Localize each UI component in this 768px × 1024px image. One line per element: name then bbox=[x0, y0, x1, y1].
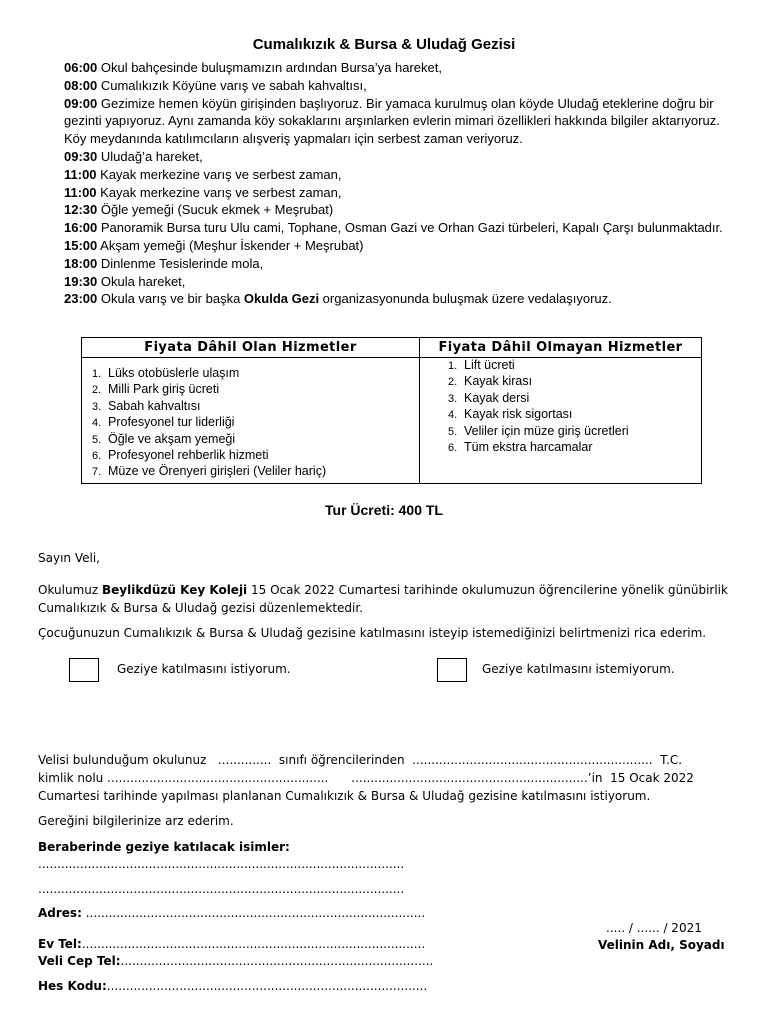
school-name: Beylikdüzü Key Koleji bbox=[101, 583, 248, 597]
cell-tel-field[interactable]: .................................................................................. bbox=[120, 954, 434, 968]
schedule-item bbox=[64, 273, 726, 291]
list-item: 6. Profesyonel rehberlik hizmeti bbox=[92, 448, 269, 463]
service-label: Öğle ve akşam yemeği bbox=[108, 431, 236, 446]
schedule-text: Akşam yemeği (Meşhur İskender + Meşrubat) bbox=[97, 237, 364, 253]
consent-closing: Gereğini bilgilerinize arz ederim. bbox=[38, 814, 234, 828]
service-label: Veliler için müze giriş ücretleri bbox=[464, 423, 629, 438]
salutation: Sayın Veli, bbox=[38, 551, 100, 565]
signature-label: Velinin Adı, Soyadı bbox=[598, 938, 725, 952]
companions-label: Beraberinde geziye katılacak isimler: bbox=[38, 840, 290, 854]
schedule-time: 19:30 bbox=[64, 273, 98, 289]
hes-code-row bbox=[38, 979, 427, 993]
participate-yes-label: Geziye katılmasını istiyorum. bbox=[117, 662, 291, 676]
schedule-item bbox=[64, 290, 726, 308]
letter-paragraph-1 bbox=[38, 583, 728, 597]
schedule-item bbox=[64, 166, 726, 184]
tour-price: Tur Ücreti: 400 TL bbox=[325, 502, 443, 518]
student-name-blank[interactable]: ............................................................... bbox=[412, 753, 653, 767]
letter-paragraph-2: Çocuğunuzun Cumalıkızık & Bursa & Uludağ gezisine katılmasını isteyip istemediğinizi belirtmenizi rica ederim. bbox=[38, 626, 707, 640]
schedule-time: 11:00 bbox=[64, 184, 97, 200]
included-services-list bbox=[82, 358, 419, 481]
schedule bbox=[64, 59, 726, 308]
schedule-text: Uludağ’a hareket, bbox=[97, 148, 203, 164]
schedule-time: 18:00 bbox=[64, 255, 98, 271]
service-label: Lüks otobüslerle ulaşım bbox=[108, 366, 240, 380]
address-label: Adres: bbox=[38, 906, 82, 920]
schedule-time: 09:00 bbox=[64, 95, 98, 111]
list-item: 5. Öğle ve akşam yemeği bbox=[92, 431, 236, 446]
letter-text: 15 Ocak 2022 Cumartesi tarihinde okulumuzun öğrencilerine yönelik günübirlik bbox=[247, 583, 728, 597]
list-item: 3. Sabah kahvaltısı bbox=[92, 398, 201, 413]
excluded-services-list bbox=[420, 358, 701, 456]
service-label: Profesyonel tur liderliği bbox=[108, 415, 235, 430]
schedule-item bbox=[64, 95, 726, 148]
service-label: Müze ve Örenyeri girişleri (Veliler hariç) bbox=[108, 464, 327, 479]
service-label: Kayak risk sigortası bbox=[464, 407, 573, 422]
service-label: Kayak kirası bbox=[464, 374, 533, 389]
schedule-text: Panoramik Bursa turu Ulu cami, Tophane, Osman Gazi ve Orhan Gazi türbeleri, Kapalı Çarşı bulunmaktadır. bbox=[97, 220, 723, 236]
hes-code-field[interactable]: .................................................................................... bbox=[106, 979, 428, 993]
letter-paragraph-1-cont: Cumalıkızık & Bursa & Uludağ gezisi düzenlemektedir. bbox=[38, 601, 364, 615]
consent-text: Velisi bulunduğum okulunuz bbox=[38, 753, 207, 767]
excluded-services-header: Fiyata Dâhil Olmayan Hizmetler bbox=[420, 338, 702, 358]
address-field[interactable]: ......................................................................................... bbox=[85, 906, 426, 920]
service-label: Profesyonel rehberlik hizmeti bbox=[108, 448, 269, 463]
cell-tel-label: Veli Cep Tel: bbox=[38, 954, 121, 968]
schedule-text: Gezimize hemen köyün girişinden başlıyoruz. Bir yamaca kurulmuş olan köyde Uludağ eteklerine doğru bir gezinti yapıyoruz. Aynı zamanda köy sokaklarını arşınlarken evlerin mimari özellikleri hakkında bilgiler aktarıyoruz. Köy meydanında katılımcıların alışveriş yapmaları için serbest zaman veriyoruz. bbox=[64, 95, 720, 147]
companion-name-field-1[interactable]: ................................................................................................ bbox=[38, 857, 405, 871]
schedule-item bbox=[64, 148, 726, 166]
letter-text: Okulumuz bbox=[38, 583, 102, 597]
list-item: 6. Tüm ekstra harcamalar bbox=[448, 440, 593, 455]
schedule-text: Dinlenme Tesislerinde mola, bbox=[97, 255, 264, 271]
address-row bbox=[38, 906, 425, 920]
participate-no-checkbox[interactable] bbox=[437, 658, 467, 682]
list-item: 1. Lüks otobüslerle ulaşım bbox=[92, 366, 240, 380]
list-item: 3. Kayak dersi bbox=[448, 390, 530, 405]
list-item: 2. Kayak kirası bbox=[448, 374, 533, 389]
schedule-item bbox=[64, 219, 726, 237]
consent-text: T.C. bbox=[660, 753, 683, 767]
participate-yes-checkbox[interactable] bbox=[69, 658, 99, 682]
included-services-header: Fiyata Dâhil Olan Hizmetler bbox=[82, 338, 420, 358]
hes-code-label: Hes Kodu: bbox=[38, 979, 107, 993]
home-tel-label: Ev Tel: bbox=[38, 937, 82, 951]
list-item: 7. Müze ve Örenyeri girişleri (Veliler hariç) bbox=[92, 464, 327, 479]
schedule-time: 06:00 bbox=[64, 60, 98, 75]
schedule-text: Öğle yemeği (Sucuk ekmek + Meşrubat) bbox=[97, 202, 334, 218]
list-item: 1. Lift ücreti bbox=[448, 358, 515, 372]
schedule-text: Cumalıkızık Köyüne varış ve sabah kahvaltısı, bbox=[97, 77, 367, 93]
schedule-item bbox=[64, 237, 726, 255]
schedule-text: Kayak merkezine varış ve serbest zaman, bbox=[96, 184, 342, 200]
consent-text: kimlik nolu bbox=[38, 771, 104, 785]
schedule-time: 08:00 bbox=[64, 77, 98, 93]
list-item: 4. Kayak risk sigortası bbox=[448, 407, 573, 422]
service-label: Milli Park giriş ücreti bbox=[108, 382, 220, 397]
consent-line-1 bbox=[38, 753, 682, 767]
schedule-time: 12:30 bbox=[64, 202, 98, 218]
schedule-item bbox=[64, 59, 726, 77]
excluded-services-cell bbox=[420, 358, 702, 484]
schedule-item bbox=[64, 255, 726, 273]
document-title: Cumalıkızık & Bursa & Uludağ Gezisi bbox=[252, 36, 516, 53]
schedule-text: Okula varış ve bir başka bbox=[97, 291, 244, 307]
home-tel-row bbox=[38, 937, 425, 951]
schedule-item bbox=[64, 77, 726, 95]
cell-tel-row bbox=[38, 954, 433, 968]
schedule-text: Kayak merkezine varış ve serbest zaman, bbox=[96, 166, 342, 182]
schedule-text: organizasyonunda buluşmak üzere vedalaşıyoruz. bbox=[319, 291, 612, 307]
list-item: 4. Profesyonel tur liderliği bbox=[92, 415, 235, 430]
tc-id-blank[interactable]: .......................................................... bbox=[107, 771, 329, 785]
student-name-blank-2[interactable]: ..............................................................’in bbox=[351, 771, 603, 785]
included-services-cell bbox=[82, 358, 420, 484]
service-label: Tüm ekstra harcamalar bbox=[464, 440, 593, 455]
trip-date: 15 Ocak 2022 bbox=[610, 771, 694, 785]
companion-name-field-2[interactable]: ................................................................................................ bbox=[38, 882, 405, 896]
schedule-text: Okul bahçesinde buluşmamızın ardından Bursa’ya hareket, bbox=[97, 60, 442, 75]
service-label: Kayak dersi bbox=[464, 390, 530, 405]
participate-no-label: Geziye katılmasını istemiyorum. bbox=[482, 662, 675, 676]
service-label: Lift ücreti bbox=[464, 358, 515, 372]
consent-text: sınıfı öğrencilerinden bbox=[278, 753, 405, 767]
service-label: Sabah kahvaltısı bbox=[108, 398, 201, 413]
schedule-text-bold: Okulda Gezi bbox=[243, 291, 320, 307]
date-field[interactable]: ..... / ...... / 2021 bbox=[606, 921, 702, 935]
services-table bbox=[81, 337, 702, 484]
consent-line-2 bbox=[38, 771, 694, 785]
schedule-time: 15:00 bbox=[64, 237, 98, 253]
schedule-time: 16:00 bbox=[64, 220, 98, 236]
schedule-time: 11:00 bbox=[64, 166, 97, 182]
list-item: 2. Milli Park giriş ücreti bbox=[92, 382, 220, 397]
schedule-time: 23:00 bbox=[64, 291, 98, 307]
consent-line-3: Cumartesi tarihinde yapılması planlanan Cumalıkızık & Bursa & Uludağ gezisine katılmasını istiyorum. bbox=[38, 789, 651, 803]
schedule-time: 09:30 bbox=[64, 148, 98, 164]
schedule-item bbox=[64, 184, 726, 202]
schedule-text: Okula hareket, bbox=[97, 273, 186, 289]
list-item: 5. Veliler için müze giriş ücretleri bbox=[448, 423, 629, 438]
class-blank[interactable]: .............. bbox=[217, 753, 272, 767]
home-tel-field[interactable]: .......................................................................................... bbox=[81, 937, 426, 951]
schedule-item bbox=[64, 201, 726, 219]
